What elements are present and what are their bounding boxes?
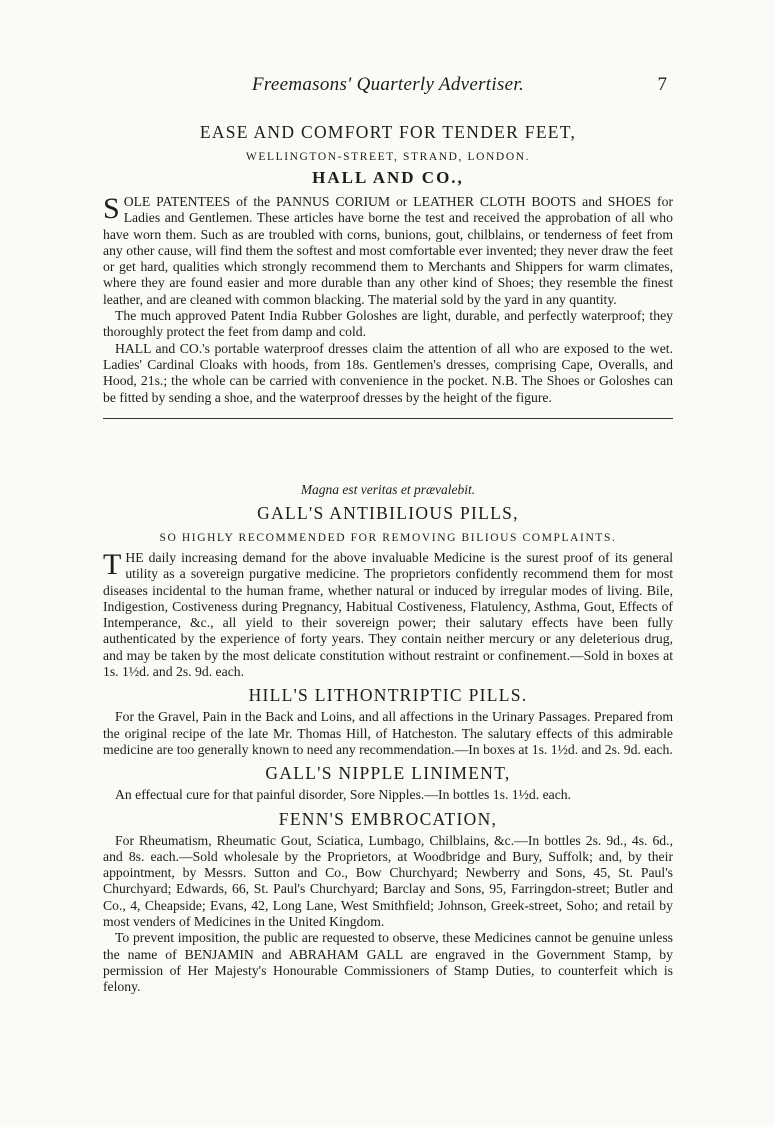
ad-paragraph: The much approved Patent India Rubber Goloshes are light, durable, and perfectly waterproof; they thoroughly protect the feet from damp and cold. [103, 308, 673, 340]
page-header [103, 74, 673, 98]
ad-paragraph: An effectual cure for that painful disorder, Sore Nipples.—In bottles 1s. 1½d. each. [115, 787, 572, 803]
running-title: Freemasons' Quarterly Advertiser. [251, 74, 524, 95]
section-title: FENN'S EMBROCATION, [278, 808, 498, 829]
ad-subtitle: SO HIGHLY RECOMMENDED FOR REMOVING BILIOUS COMPLAINTS. [159, 532, 617, 544]
ad-title: GALL'S ANTIBILIOUS PILLS, [257, 503, 519, 523]
motto: Magna est veritas et prævalebit. [300, 482, 476, 497]
drop-cap: T [103, 548, 122, 581]
gall-pills-advertisement [103, 482, 673, 996]
section-divider [103, 418, 673, 419]
ad-title: EASE AND COMFORT FOR TENDER FEET, [199, 122, 577, 142]
firm-name: HALL AND CO., [312, 168, 464, 187]
ad-paragraph: SOLE PATENTEES of the PANNUS CORIUM or LEATHER CLOTH BOOTS and SHOES for Ladies and Gentlemen. These articles have borne the test and received the approbation of all who have worn them. Such as are troubled with corns, bunions, gout, chilblains, or tenderness of feet from any other cause, will find them the softest and most comfortable ever invented; they never draw the feet or get hard, qualities which strongly recommend them to Merchants and Shippers for warm climates, where they are found easier and more durable than any other kind of Shoes; they resemble the finest leather, and are cleaned with common blacking. The material sold by the yard in any quantity. [103, 192, 673, 307]
ad-paragraph: For Rheumatism, Rheumatic Gout, Sciatica, Lumbago, Chilblains, &c.—In bottles 2s. 9d., 4s. 6d., and 8s. each.—Sold wholesale by the Proprietors, at Woodbridge and Bury, Suffolk; and, by their appointment, by Messrs. Sutton and Co., Bow Churchyard; Newberry and Sons, 45, St. Paul's Churchyard; Edwards, 66, St. Paul's Churchyard; Barclay and Sons, 95, Farringdon-street; Butler and Co., 4, Cheapside; Evans, 42, Long Lane, West Smithfield; Johnson, Greek-street, Soho; and retail by most venders of Medicines in the United Kingdom. [103, 832, 673, 930]
ad-paragraph: HALL and CO.'s portable waterproof dresses claim the attention of all who are exposed to the wet. Ladies' Cardinal Cloaks with hoods, from 18s. Gentlemen's dresses, comprising Cape, Overalls, and Hood, 21s.; the whole can be carried with convenience in the pocket. N.B. The Shoes or Goloshes can be fitted by sending a shoe, and the waterproof dresses by the height of the figure. [103, 340, 673, 405]
ad-paragraph: For the Gravel, Pain in the Back and Loins, and all affections in the Urinary Passages. Prepared from the original recipe of the late Mr. Thomas Hill, of Hatcheston. The salutary effects of this admirable medicine are too generally known to need any recommendation.—In boxes at 1s. 1½d. and 2s. 9d. each. [103, 709, 673, 757]
page-number: 7 [657, 74, 667, 95]
drop-cap: S [103, 192, 120, 225]
section-title: GALL'S NIPPLE LINIMENT, [265, 763, 511, 784]
ad-paragraph: THE daily increasing demand for the above invaluable Medicine is the surest proof of its general utility as a sovereign purgative medicine. The proprietors confidently recommend them for most diseases incidental to the human frame, whether natural or induced by irregular modes of living. Bile, Indigestion, Costiveness during Pregnancy, Habitual Costiveness, Flatulency, Asthma, Gout, Effects of Intemperance, &c., all yield to their sovereign power; their salutary effects have been fully authenticated by the experience of forty years. They contain neither mercury or any deleterious drug, and may be taken by the most delicate constitution without restraint or confinement.—Sold in boxes at 1s. 1½d. and 2s. 9d. each. [103, 548, 673, 680]
ad-paragraph: To prevent imposition, the public are requested to observe, these Medicines cannot be genuine unless the name of BENJAMIN and ABRAHAM GALL are engraved in the Government Stamp, by permission of Her Majesty's Honourable Commissioners of Stamp Duties, to counterfeit which is felony. [103, 930, 673, 995]
hall-and-co-advertisement [103, 122, 673, 419]
ad-address: WELLINGTON-STREET, STRAND, LONDON. [245, 151, 531, 163]
section-title: HILL'S LITHONTRIPTIC PILLS. [248, 685, 528, 706]
